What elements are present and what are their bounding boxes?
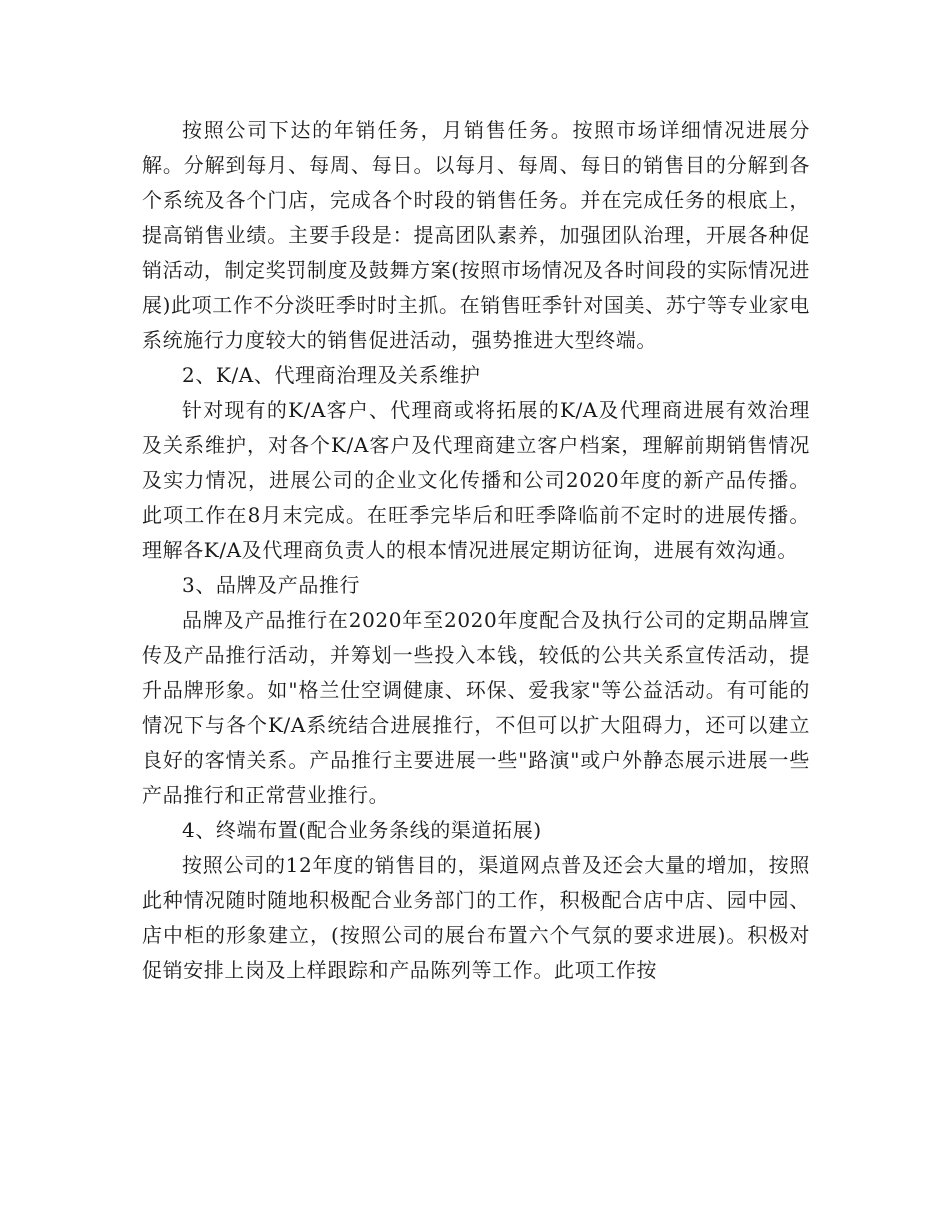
paragraph-brand-promotion: 品牌及产品推行在2020年至2020年度配合及执行公司的定期品牌宣传及产品推行活动，并筹划一些投入本钱，较低的公共关系宣传活动，提升品牌形象。如"格兰仕空调健康、环保、爱我家"等公益活动。有可能的情况下与各个K/A系统结合进展推行，不但可以扩大阻碍力，还可以建立良好的客情关系。产品推行主要进展一些"路演"或户外静态展示进展一些产品推行和正常营业推行。 [142,608,810,807]
section-heading-ka-agent: 2、K/A、代理商治理及关系维护 [182,363,481,387]
section-heading-terminal-layout: 4、终端布置(配合业务条线的渠道拓展) [182,818,542,842]
document-body [142,113,810,988]
paragraph-ka-agent: 针对现有的K/A客户、代理商或将拓展的K/A及代理商进展有效治理及关系维护，对各个K/A客户及代理商建立客户档案，理解前期销售情况及实力情况，进展公司的企业文化传播和公司2020年度的新产品传播。此项工作在8月末完成。在旺季完毕后和旺季降临前不定时的进展传播。理解各K/A及代理商负责人的根本情况进展定期访征询，进展有效沟通。 [142,398,810,562]
paragraph-terminal-layout: 按照公司的12年度的销售目的，渠道网点普及还会大量的增加，按照此种情况随时随地积极配合业务部门的工作，积极配合店中店、园中园、店中柜的形象建立，(按照公司的展台布置六个气氛的要求进展)。积极对促销安排上岗及上样跟踪和产品陈列等工作。此项工作按 [142,853,810,982]
section-heading-brand-promotion: 3、品牌及产品推行 [182,573,361,597]
paragraph-sales-tasks: 按照公司下达的年销任务，月销售任务。按照市场详细情况进展分解。分解到每月、每周、每日。以每月、每周、每日的销售目的分解到各个系统及各个门店，完成各个时段的销售任务。并在完成任务的根底上，提高销售业绩。主要手段是：提高团队素养，加强团队治理，开展各种促销活动，制定奖罚制度及鼓舞方案(按照市场情况及各时间段的实际情况进展)此项工作不分淡旺季时时主抓。在销售旺季针对国美、苏宁等专业家电系统施行力度较大的销售促进活动，强势推进大型终端。 [142,118,810,352]
